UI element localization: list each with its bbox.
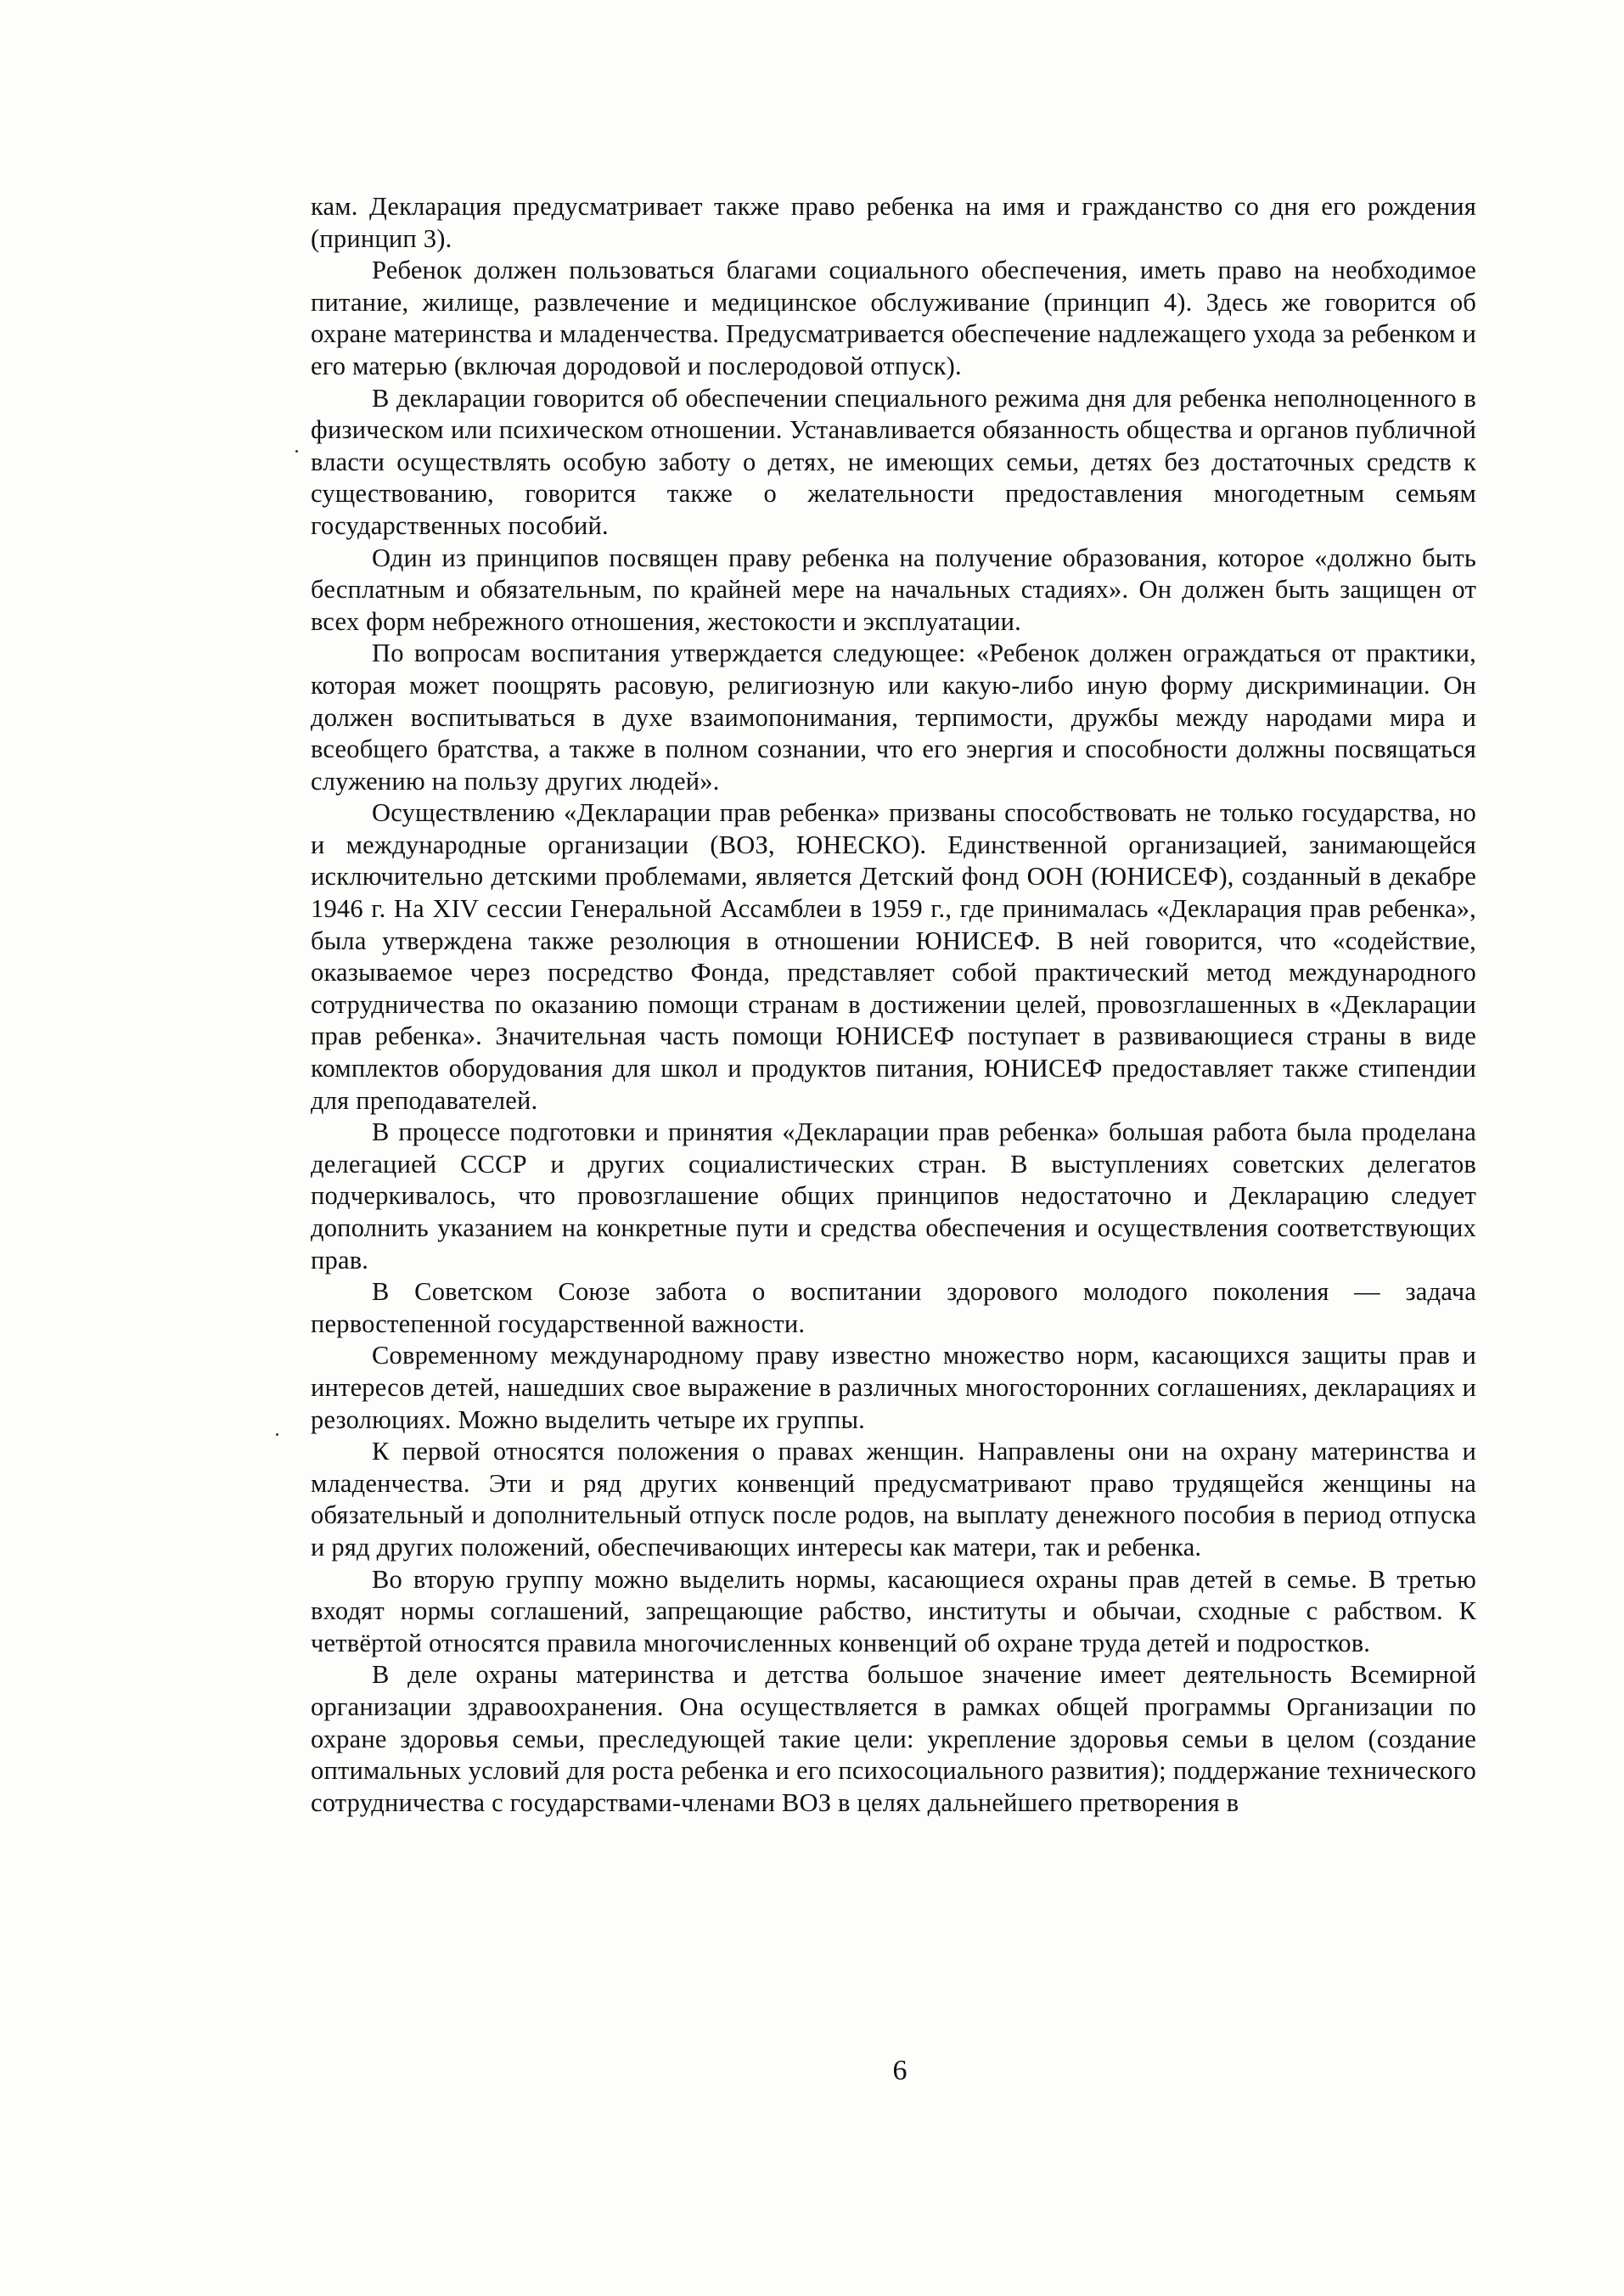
scan-speck <box>295 450 298 453</box>
paragraph: Ребенок должен пользоваться благами социального обеспечения, иметь право на необходимое питание, жилище, развлечение и медицинское обслуживание (принцип 4). Здесь же говорится об охране материнства и младенчества. Предусматривается обеспечение надлежащего ухода за ребенком и его матерью (включая дородовой и послеродовой отпуск). <box>311 256 1476 380</box>
paragraph: Осуществлению «Декларации прав ребенка» призваны способствовать не только государства, но и международные организации (ВОЗ, ЮНЕСКО). Единственной организацией, занимающейся исключительно детскими проблемами, является Детский фонд ООН (ЮНИСЕФ), созданный в декабре 1946 г. На XIV сессии Генеральной Ассамблеи в 1959 г., где принималась «Декларация прав ребенка», была утверждена также резолюция в отношении ЮНИСЕФ. В ней говорится, что «содействие, оказываемое через посредство Фонда, представляет собой практический метод международного сотрудничества по оказанию помощи странам в достижении целей, провозглашенных в «Декларации прав ребенка». Значительная часть помощи ЮНИСЕФ поступает в развивающиеся страны в виде комплектов оборудования для школ и продуктов питания, ЮНИСЕФ предоставляет также стипендии для преподавателей. <box>311 798 1476 1115</box>
paragraph: К первой относятся положения о правах женщин. Направлены они на охрану материнства и младенчества. Эти и ряд других конвенций предусматривают право трудящейся женщины на обязательный и дополнительный отпуск после родов, на выплату денежного пособия в период отпуска и ряд других положений, обеспечивающих интересы как матери, так и ребенка. <box>311 1437 1476 1562</box>
page-number: 6 <box>892 2055 908 2086</box>
paragraph: кам. Декларация предусматривает также право ребенка на имя и гражданство со дня его рождения (принцип 3). <box>311 192 1476 253</box>
body-text <box>311 191 1476 1819</box>
paragraph: Современному международному праву известно множество норм, касающихся защиты прав и интересов детей, нашедших свое выражение в различных многосторонних соглашениях, декларациях и резолюциях. Можно выделить четыре их группы. <box>311 1341 1476 1434</box>
scan-speck <box>276 1433 278 1436</box>
paragraph: Во вторую группу можно выделить нормы, касающиеся охраны прав детей в семье. В третью входят нормы соглашений, запрещающие рабство, институты и обычаи, сходные с рабством. К четвёртой относятся правила многочисленных конвенций об охране труда детей и подростков. <box>311 1564 1476 1657</box>
paragraph: В декларации говорится об обеспечении специального режима дня для ребенка неполноценного в физическом или психическом отношении. Устанавливается обязанность общества и органов публичной власти осуществлять особую заботу о детях, не имеющих семьи, детях без достаточных средств к существованию, говорится также о желательности предоставления многодетным семьям государственных пособий. <box>311 383 1476 540</box>
paragraph: В Советском Союзе забота о воспитании здорового молодого поколения — задача первостепенной государственной важности. <box>311 1277 1476 1338</box>
paragraph: По вопросам воспитания утверждается следующее: «Ребенок должен ограждаться от практики, которая может поощрять расовую, религиозную или какую-либо иную форму дискриминации. Он должен воспитываться в духе взаимопонимания, терпимости, дружбы между народами мира и всеобщего братства, а также в полном сознании, что его энергия и способности должны посвящаться служению на пользу других людей». <box>311 639 1476 796</box>
paragraph: В процессе подготовки и принятия «Декларации прав ребенка» большая работа была проделана делегацией СССР и других социалистических стран. В выступлениях советских делегатов подчеркивалось, что провозглашение общих принципов недостаточно и Декларацию следует дополнить указанием на конкретные пути и средства обеспечения и осуществления соответствующих прав. <box>311 1117 1476 1275</box>
paragraph: Один из принципов посвящен праву ребенка на получение образования, которое «должно быть бесплатным и обязательным, по крайней мере на начальных стадиях». Он должен быть защищен от всех форм небрежного отношения, жестокости и эксплуатации. <box>311 543 1476 636</box>
paragraph: В деле охраны материнства и детства большое значение имеет деятельность Всемирной организации здравоохранения. Она осуществляется в рамках общей программы Организации по охране здоровья семьи, преследующей такие цели: укрепление здоровья семьи в целом (создание оптимальных условий для роста ребенка и его психосоциального развития); поддержание технического сотрудничества с государствами-членами ВОЗ в целях дальнейшего претворения в <box>311 1660 1476 1817</box>
